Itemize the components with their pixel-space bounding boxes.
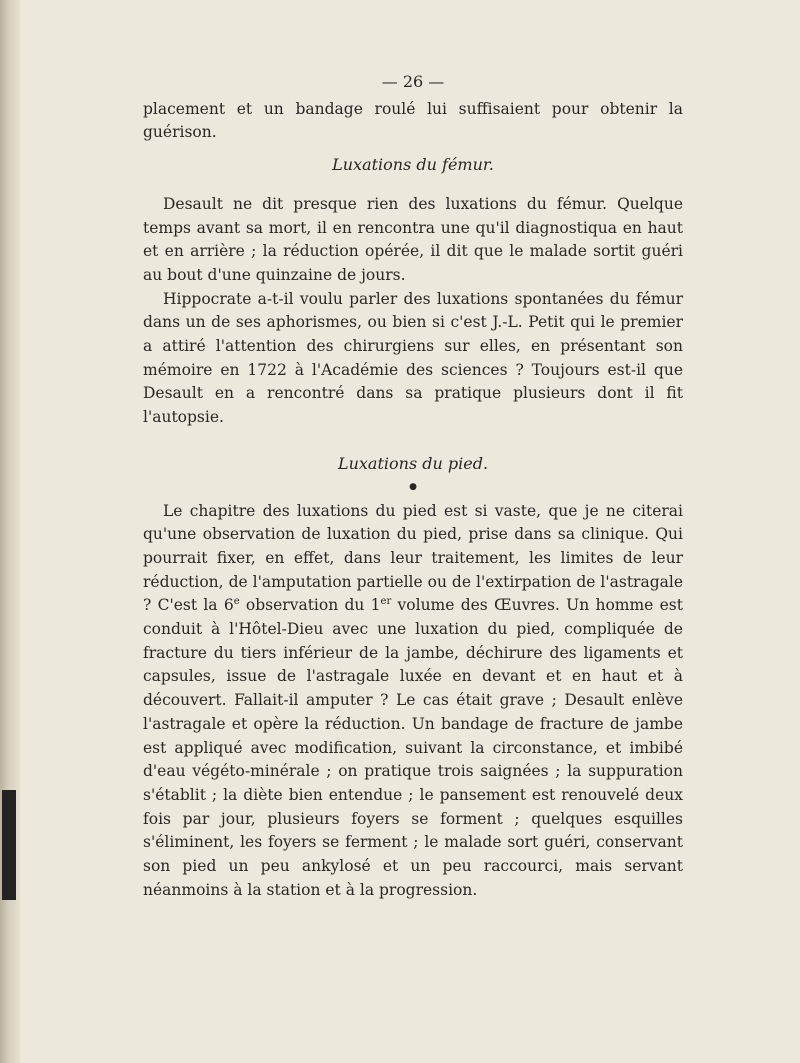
document-page: [143, 70, 683, 903]
paragraph-pied-part-c: volume des Œuvres. Un homme est conduit à l'Hôtel-Dieu avec une luxation du pied, compliquée de fracture du tiers inférieur de la jambe, déchirure des ligaments et capsules, issue de l'astragale luxée en devant et en haut et à découvert. Fallait-il amputer ? Le cas était grave ; Desault enlève l'astragale et opère la réduction. Un bandage de fracture de jambe est appliqué avec modification, suivant la circonstance, et imbibé d'eau végéto-minérale ; on pratique trois saignées ; la suppuration s'établit ; la diète bien entendue ; le pansement est renouvelé deux fois par jour, plusieurs foyers se forment ; quelques esquilles s'éliminent, les foyers se ferment ; le malade sort guéri, conservant son pied un peu ankylosé et un peu raccourci, mais servant néanmoins à la station et à la progression.: [143, 596, 683, 899]
paragraph-femur-2: Hippocrate a-t-il voulu parler des luxations spontanées du fémur dans un de ses aphorismes, ou bien si c'est J.-L. Petit qui le premier a attiré l'attention des chirurgiens sur elles, en présentant son mémoire en 1722 à l'Académie des sciences ? Toujours est-il que Desault en a rencontré dans sa pratique plusieurs dont il fit l'autopsie.: [143, 289, 683, 427]
paragraph-femur-1: Desault ne dit presque rien des luxations du fémur. Quelque temps avant sa mort, il en rencontra une qu'il diagnostiqua en haut et en arrière ; la réduction opérée, il dit que le malade sortit guéri au bout d'une quinzaine de jours.: [143, 194, 683, 284]
opening-paragraph: placement et un bandage roulé lui suffisaient pour obtenir la guérison.: [143, 99, 683, 142]
book-binding-edge: [0, 0, 20, 1063]
binding-dark-mark: [2, 790, 16, 900]
section-ornament: ●: [409, 481, 417, 492]
section-title-pied: Luxations du pied.: [337, 453, 489, 473]
paragraph-pied-part-b: observation du 1: [239, 596, 381, 615]
paragraph-pied-part-a: Le chapitre des luxations du pied est si vaste, que je ne citerai qu'une observation de luxation du pied, prise dans sa clinique. Qui pourrait fixer, en effet, dans leur traitement, les limites de leur réduction, de l'amputation partielle ou de l'extirpation de l'astragale ? C'est la 6: [143, 501, 683, 615]
paragraph-pied: [143, 500, 683, 903]
superscript-er: er: [380, 596, 392, 608]
section-title-femur: Luxations du fémur.: [332, 155, 494, 175]
superscript-e: e: [233, 596, 240, 608]
page-number: — 26 —: [381, 72, 445, 91]
